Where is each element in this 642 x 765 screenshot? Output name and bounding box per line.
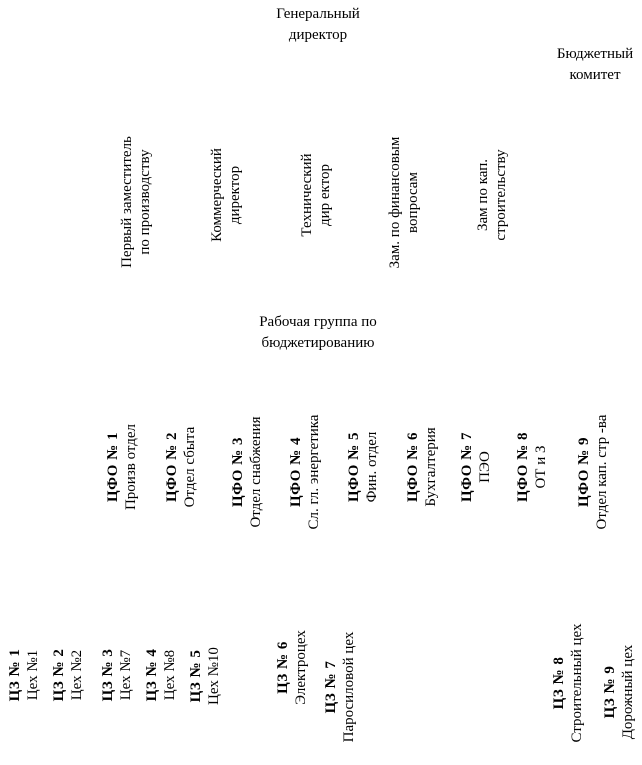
cfo-9: ЦФО № 9 Отдел кап. стр -ва bbox=[576, 414, 610, 530]
cfo-3: ЦФО № 3 Отдел снабжения bbox=[230, 416, 264, 528]
cz-7: ЦЗ № 7 Паросиловой цех bbox=[323, 631, 357, 743]
cz-8: ЦЗ № 8 Строительный цех bbox=[551, 623, 585, 743]
cfo-6: ЦФО № 6 Бухгалтерия bbox=[405, 427, 439, 507]
cz-2: ЦЗ № 2 Цех №2 bbox=[51, 648, 85, 702]
budget-committee-label: Бюджетный комитет bbox=[556, 46, 634, 83]
cz-9: ЦЗ № 9 Дорожный цех bbox=[602, 644, 636, 740]
general-director-label: Генеральный директор bbox=[276, 6, 360, 43]
cz-5: ЦЗ № 5 Цех №10 bbox=[188, 647, 222, 705]
working-group-box bbox=[238, 312, 398, 354]
cfo-4: ЦФО № 4 Сл. гл. энергетика bbox=[288, 414, 322, 530]
deputy-commercial: Коммерческий директор bbox=[209, 148, 243, 242]
cfo-1: ЦФО № 1 Произв отдел bbox=[105, 423, 139, 511]
deputy-first-production: Первый заместитель по производству bbox=[119, 136, 153, 268]
cfo-7: ЦФО № 7 ПЭО bbox=[459, 432, 493, 502]
deputy-capital-construction: Зам по кап. строительству bbox=[475, 149, 509, 241]
budget-committee-box bbox=[545, 44, 642, 86]
deputy-technical: Технический дир ектор bbox=[299, 153, 333, 237]
cz-3: ЦЗ № 3 Цех №7 bbox=[100, 648, 134, 702]
working-group-label: Рабочая группа по бюджетированию bbox=[259, 314, 377, 351]
cz-4: ЦЗ № 4 Цех №8 bbox=[144, 648, 178, 702]
cfo-2: ЦФО № 2 Отдел сбыта bbox=[164, 426, 198, 508]
deputy-finance: Зам. по финансовым вопросам bbox=[387, 136, 421, 269]
general-director-box bbox=[258, 4, 378, 46]
cfo-5: ЦФО № 5 Фин. отдел bbox=[346, 431, 380, 503]
cz-1: ЦЗ № 1 Цех №1 bbox=[7, 648, 41, 702]
cz-6: ЦЗ № 6 Электроцех bbox=[275, 630, 309, 705]
cfo-8: ЦФО № 8 ОТ и З bbox=[515, 432, 549, 502]
